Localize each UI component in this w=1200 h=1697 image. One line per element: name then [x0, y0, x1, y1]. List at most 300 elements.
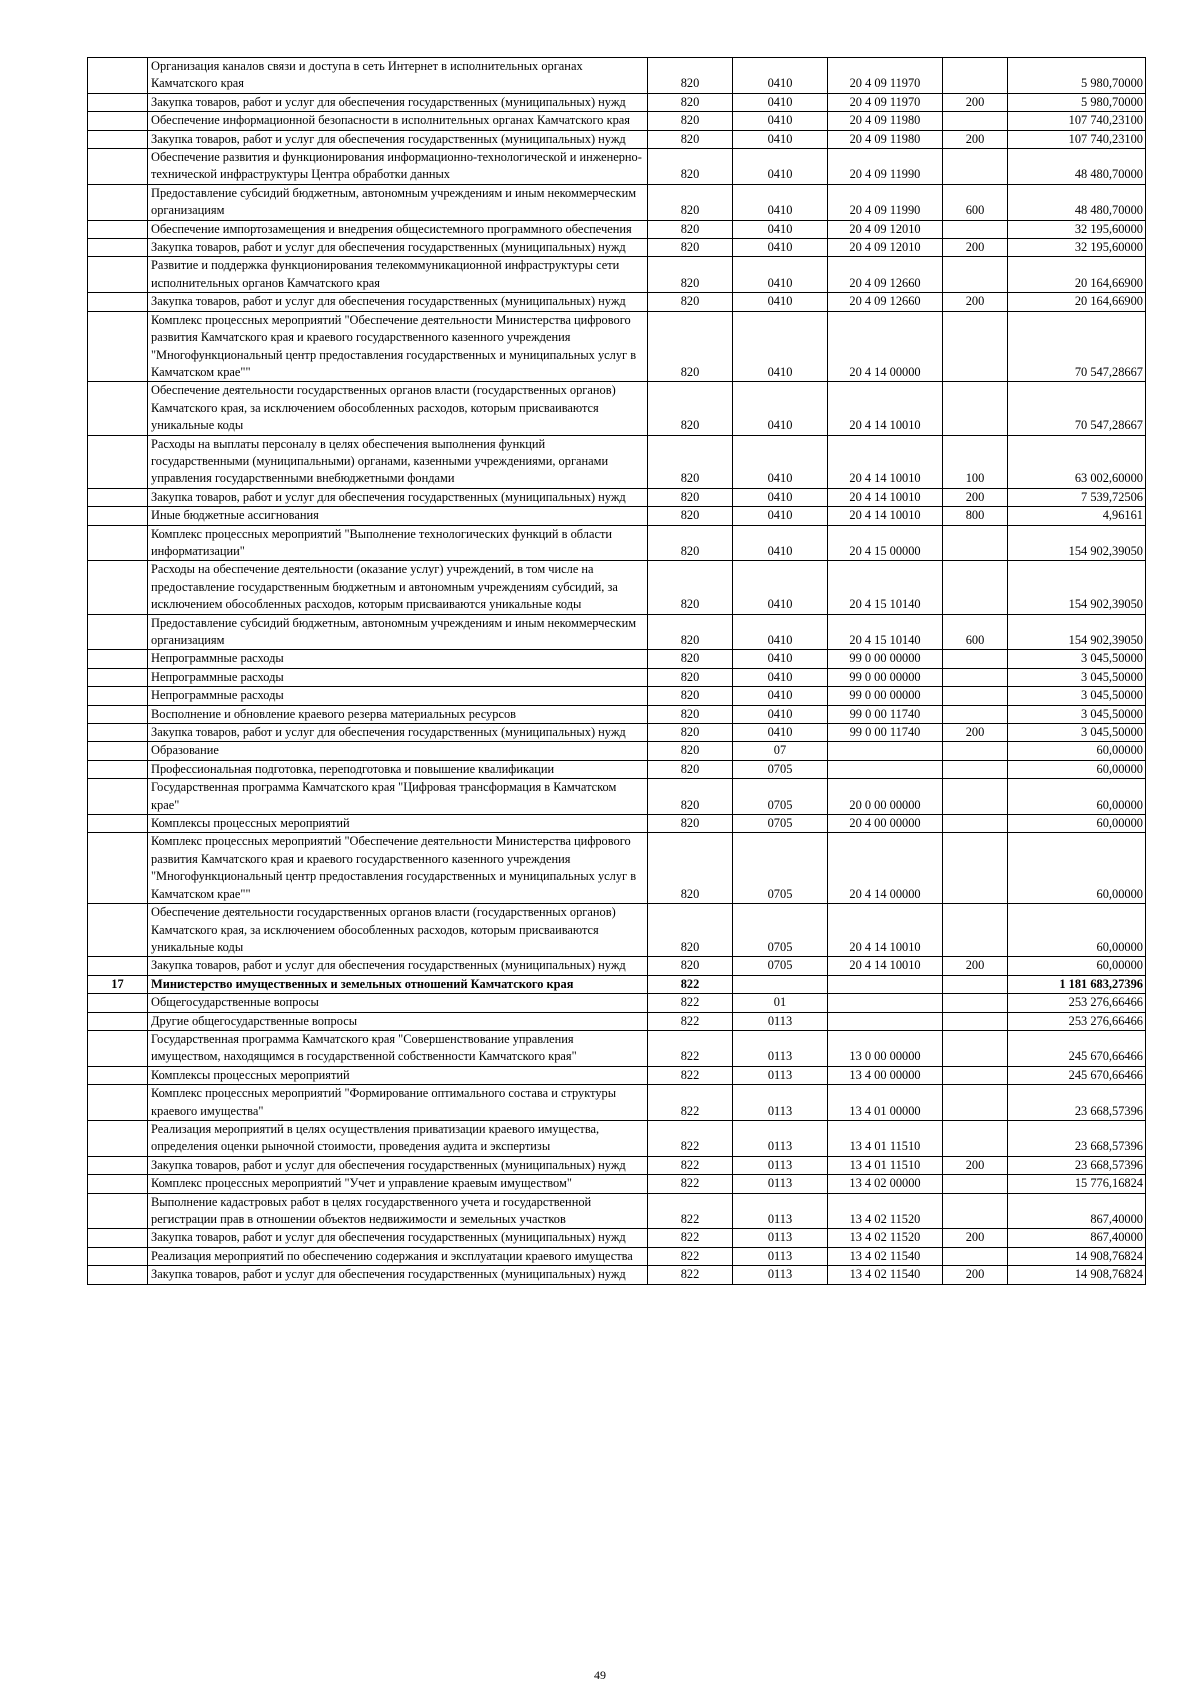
expense-name-cell: Организация каналов связи и доступа в сеть Интернет в исполнительных органах Камчатского края: [148, 58, 648, 94]
row-number-cell: [88, 1012, 148, 1030]
section-code-cell: 0410: [733, 293, 828, 311]
section-code-cell: 0113: [733, 1247, 828, 1265]
table-row: [88, 220, 1146, 238]
amount-cell: 20 164,66900: [1008, 257, 1146, 293]
target-article-cell: [828, 742, 943, 760]
expense-type-cell: 200: [943, 724, 1008, 742]
grbs-code-cell: 822: [648, 1066, 733, 1084]
grbs-code-cell: 822: [648, 975, 733, 993]
grbs-code-cell: 820: [648, 742, 733, 760]
section-code-cell: 0113: [733, 1266, 828, 1284]
grbs-code-cell: 822: [648, 1030, 733, 1066]
row-number-cell: [88, 779, 148, 815]
amount-cell: 15 776,16824: [1008, 1175, 1146, 1193]
target-article-cell: 99 0 00 00000: [828, 687, 943, 705]
grbs-code-cell: 820: [648, 93, 733, 111]
amount-cell: 154 902,39050: [1008, 525, 1146, 561]
amount-cell: 3 045,50000: [1008, 705, 1146, 723]
expense-name-cell: Комплекс процессных мероприятий "Обеспечение деятельности Министерства цифрового развития Камчатского края и краевого государственного казенного учреждения "Многофункциональный центр предоставления государственных и муниципальных услуг в Камчатском крае"": [148, 311, 648, 382]
expense-type-cell: [943, 1066, 1008, 1084]
section-code-cell: 0410: [733, 58, 828, 94]
section-code-cell: 0410: [733, 614, 828, 650]
expense-name-cell: Закупка товаров, работ и услуг для обеспечения государственных (муниципальных) нужд: [148, 293, 648, 311]
expense-name-cell: Обеспечение деятельности государственных органов власти (государственных органов) Камчатского края, за исключением обособленных расходов, которым присваиваются уникальные коды: [148, 904, 648, 957]
grbs-code-cell: 822: [648, 1085, 733, 1121]
expense-name-cell: Закупка товаров, работ и услуг для обеспечения государственных (муниципальных) нужд: [148, 957, 648, 975]
amount-cell: 60,00000: [1008, 904, 1146, 957]
section-code-cell: 0113: [733, 1193, 828, 1229]
table-row: [88, 525, 1146, 561]
grbs-code-cell: 820: [648, 668, 733, 686]
grbs-code-cell: 820: [648, 724, 733, 742]
expense-name-cell: Другие общегосударственные вопросы: [148, 1012, 648, 1030]
row-number-cell: [88, 239, 148, 257]
row-number-cell: [88, 488, 148, 506]
section-code-cell: 0705: [733, 957, 828, 975]
expense-type-cell: 200: [943, 488, 1008, 506]
table-row: [88, 1175, 1146, 1193]
table-row: [88, 1266, 1146, 1284]
amount-cell: 245 670,66466: [1008, 1030, 1146, 1066]
section-code-cell: 0410: [733, 488, 828, 506]
target-article-cell: 20 4 14 10010: [828, 507, 943, 525]
grbs-code-cell: 822: [648, 1247, 733, 1265]
amount-cell: 107 740,23100: [1008, 112, 1146, 130]
grbs-code-cell: 820: [648, 904, 733, 957]
amount-cell: 245 670,66466: [1008, 1066, 1146, 1084]
grbs-code-cell: 822: [648, 1229, 733, 1247]
expense-type-cell: [943, 1247, 1008, 1265]
target-article-cell: 13 4 01 11510: [828, 1120, 943, 1156]
target-article-cell: 13 4 02 11520: [828, 1229, 943, 1247]
grbs-code-cell: 820: [648, 239, 733, 257]
amount-cell: 23 668,57396: [1008, 1156, 1146, 1174]
target-article-cell: 20 4 15 00000: [828, 525, 943, 561]
expense-name-cell: Непрограммные расходы: [148, 650, 648, 668]
row-number-cell: [88, 742, 148, 760]
expense-name-cell: Закупка товаров, работ и услуг для обеспечения государственных (муниципальных) нужд: [148, 239, 648, 257]
table-row: [88, 614, 1146, 650]
amount-cell: 4,96161: [1008, 507, 1146, 525]
table-row: [88, 1229, 1146, 1247]
grbs-code-cell: 822: [648, 1156, 733, 1174]
target-article-cell: 99 0 00 11740: [828, 724, 943, 742]
section-code-cell: 0410: [733, 705, 828, 723]
table-row: [88, 1193, 1146, 1229]
amount-cell: 23 668,57396: [1008, 1120, 1146, 1156]
expense-type-cell: 200: [943, 239, 1008, 257]
target-article-cell: 20 4 14 10010: [828, 488, 943, 506]
section-code-cell: 0410: [733, 112, 828, 130]
target-article-cell: 20 4 14 10010: [828, 382, 943, 435]
table-row: [88, 58, 1146, 94]
grbs-code-cell: 820: [648, 833, 733, 904]
grbs-code-cell: 822: [648, 1175, 733, 1193]
target-article-cell: 20 4 09 12660: [828, 293, 943, 311]
grbs-code-cell: 820: [648, 435, 733, 488]
section-code-cell: 0113: [733, 1066, 828, 1084]
row-number-cell: [88, 130, 148, 148]
amount-cell: 867,40000: [1008, 1229, 1146, 1247]
target-article-cell: 13 4 01 00000: [828, 1085, 943, 1121]
row-number-cell: [88, 112, 148, 130]
table-row: [88, 1156, 1146, 1174]
table-row: [88, 561, 1146, 614]
expense-type-cell: 200: [943, 130, 1008, 148]
section-code-cell: 0410: [733, 382, 828, 435]
target-article-cell: 20 4 14 00000: [828, 311, 943, 382]
amount-cell: 107 740,23100: [1008, 130, 1146, 148]
target-article-cell: [828, 994, 943, 1012]
row-number-cell: [88, 435, 148, 488]
row-number-cell: [88, 58, 148, 94]
amount-cell: 63 002,60000: [1008, 435, 1146, 488]
amount-cell: 14 908,76824: [1008, 1247, 1146, 1265]
amount-cell: 3 045,50000: [1008, 724, 1146, 742]
table-row: [88, 1247, 1146, 1265]
expense-name-cell: Закупка товаров, работ и услуг для обеспечения государственных (муниципальных) нужд: [148, 488, 648, 506]
grbs-code-cell: 822: [648, 1120, 733, 1156]
expense-name-cell: Расходы на обеспечение деятельности (оказание услуг) учреждений, в том числе на предоставление государственным бюджетным и автономным учреждениям субсидий, за исключением обособленных расходов, которым присваиваются уникальные коды: [148, 561, 648, 614]
expense-type-cell: [943, 1030, 1008, 1066]
target-article-cell: 20 4 15 10140: [828, 561, 943, 614]
row-number-cell: [88, 93, 148, 111]
target-article-cell: 20 4 09 11980: [828, 112, 943, 130]
row-number-cell: [88, 705, 148, 723]
table-row: [88, 435, 1146, 488]
table-row: [88, 994, 1146, 1012]
expense-type-cell: [943, 705, 1008, 723]
expense-type-cell: [943, 1175, 1008, 1193]
section-code-cell: 0410: [733, 257, 828, 293]
grbs-code-cell: 820: [648, 957, 733, 975]
expense-name-cell: Комплекс процессных мероприятий "Учет и управление краевым имуществом": [148, 1175, 648, 1193]
section-code-cell: 01: [733, 994, 828, 1012]
section-code-cell: 0410: [733, 435, 828, 488]
expense-name-cell: Закупка товаров, работ и услуг для обеспечения государственных (муниципальных) нужд: [148, 93, 648, 111]
section-code-cell: 0410: [733, 724, 828, 742]
row-number-cell: [88, 561, 148, 614]
table-row: [88, 507, 1146, 525]
expense-name-cell: Закупка товаров, работ и услуг для обеспечения государственных (муниципальных) нужд: [148, 1229, 648, 1247]
expense-type-cell: 100: [943, 435, 1008, 488]
expense-type-cell: 200: [943, 1156, 1008, 1174]
amount-cell: 60,00000: [1008, 779, 1146, 815]
row-number-cell: [88, 833, 148, 904]
row-number-cell: [88, 1066, 148, 1084]
amount-cell: 60,00000: [1008, 957, 1146, 975]
section-code-cell: 0410: [733, 507, 828, 525]
expense-type-cell: [943, 650, 1008, 668]
row-number-cell: 17: [88, 975, 148, 993]
row-number-cell: [88, 724, 148, 742]
table-row: [88, 1085, 1146, 1121]
expense-type-cell: 200: [943, 93, 1008, 111]
table-row: [88, 293, 1146, 311]
grbs-code-cell: 820: [648, 220, 733, 238]
row-number-cell: [88, 760, 148, 778]
expense-name-cell: Обеспечение развития и функционирования информационно-технологической и инженерно-технической инфраструктуры Центра обработки данных: [148, 149, 648, 185]
expense-type-cell: [943, 815, 1008, 833]
table-row: [88, 184, 1146, 220]
expense-name-cell: Выполнение кадастровых работ в целях государственного учета и государственной регистрации прав в отношении объектов недвижимости и земельных участков: [148, 1193, 648, 1229]
expense-name-cell: Развитие и поддержка функционирования телекоммуникационной инфраструктуры сети исполнительных органов Камчатского края: [148, 257, 648, 293]
expense-name-cell: Иные бюджетные ассигнования: [148, 507, 648, 525]
target-article-cell: 99 0 00 00000: [828, 650, 943, 668]
section-code-cell: 0705: [733, 833, 828, 904]
table-row: [88, 815, 1146, 833]
amount-cell: 20 164,66900: [1008, 293, 1146, 311]
amount-cell: 60,00000: [1008, 760, 1146, 778]
target-article-cell: 13 4 02 00000: [828, 1175, 943, 1193]
section-code-cell: 07: [733, 742, 828, 760]
row-number-cell: [88, 1120, 148, 1156]
target-article-cell: 20 4 14 10010: [828, 435, 943, 488]
row-number-cell: [88, 382, 148, 435]
expense-type-cell: [943, 904, 1008, 957]
grbs-code-cell: 820: [648, 650, 733, 668]
target-article-cell: [828, 760, 943, 778]
section-code-cell: 0113: [733, 1120, 828, 1156]
target-article-cell: 20 4 15 10140: [828, 614, 943, 650]
expense-name-cell: Предоставление субсидий бюджетным, автономным учреждениям и иным некоммерческим организациям: [148, 184, 648, 220]
table-row: [88, 257, 1146, 293]
table-row: [88, 112, 1146, 130]
expense-name-cell: Обеспечение информационной безопасности в исполнительных органах Камчатского края: [148, 112, 648, 130]
amount-cell: 48 480,70000: [1008, 184, 1146, 220]
expense-name-cell: Общегосударственные вопросы: [148, 994, 648, 1012]
expense-type-cell: 600: [943, 184, 1008, 220]
row-number-cell: [88, 668, 148, 686]
amount-cell: 154 902,39050: [1008, 614, 1146, 650]
table-row: [88, 488, 1146, 506]
table-row: [88, 779, 1146, 815]
row-number-cell: [88, 1266, 148, 1284]
expense-name-cell: Закупка товаров, работ и услуг для обеспечения государственных (муниципальных) нужд: [148, 724, 648, 742]
target-article-cell: 20 4 14 00000: [828, 833, 943, 904]
target-article-cell: 20 4 09 11990: [828, 149, 943, 185]
section-code-cell: 0410: [733, 149, 828, 185]
section-code-cell: 0705: [733, 779, 828, 815]
section-code-cell: 0410: [733, 687, 828, 705]
grbs-code-cell: 822: [648, 1266, 733, 1284]
table-row: [88, 957, 1146, 975]
row-number-cell: [88, 815, 148, 833]
grbs-code-cell: 820: [648, 815, 733, 833]
table-row: [88, 239, 1146, 257]
grbs-code-cell: 820: [648, 488, 733, 506]
expense-type-cell: [943, 112, 1008, 130]
section-code-cell: 0410: [733, 184, 828, 220]
row-number-cell: [88, 507, 148, 525]
expense-type-cell: 200: [943, 293, 1008, 311]
grbs-code-cell: 820: [648, 130, 733, 148]
expense-type-cell: 600: [943, 614, 1008, 650]
expense-type-cell: [943, 257, 1008, 293]
section-code-cell: 0113: [733, 1085, 828, 1121]
expense-name-cell: Закупка товаров, работ и услуг для обеспечения государственных (муниципальных) нужд: [148, 1266, 648, 1284]
grbs-code-cell: 820: [648, 760, 733, 778]
expense-name-cell: Непрограммные расходы: [148, 687, 648, 705]
target-article-cell: 20 4 09 11980: [828, 130, 943, 148]
budget-table-body: [88, 58, 1146, 1285]
target-article-cell: 99 0 00 00000: [828, 668, 943, 686]
amount-cell: 70 547,28667: [1008, 382, 1146, 435]
amount-cell: 253 276,66466: [1008, 1012, 1146, 1030]
grbs-code-cell: 822: [648, 1012, 733, 1030]
expense-type-cell: [943, 1193, 1008, 1229]
expense-name-cell: Обеспечение импортозамещения и внедрения общесистемного программного обеспечения: [148, 220, 648, 238]
section-code-cell: 0113: [733, 1012, 828, 1030]
page-number: 49: [594, 1668, 606, 1682]
expense-name-cell: Профессиональная подготовка, переподготовка и повышение квалификации: [148, 760, 648, 778]
section-code-cell: 0410: [733, 650, 828, 668]
grbs-code-cell: 820: [648, 525, 733, 561]
section-code-cell: 0410: [733, 239, 828, 257]
expense-name-cell: Предоставление субсидий бюджетным, автономным учреждениям и иным некоммерческим организациям: [148, 614, 648, 650]
expense-type-cell: [943, 1120, 1008, 1156]
expense-name-cell: Государственная программа Камчатского края "Цифровая трансформация в Камчатском крае": [148, 779, 648, 815]
table-row: [88, 1120, 1146, 1156]
section-code-cell: 0113: [733, 1229, 828, 1247]
grbs-code-cell: 820: [648, 507, 733, 525]
expense-type-cell: [943, 760, 1008, 778]
expense-type-cell: [943, 833, 1008, 904]
amount-cell: 3 045,50000: [1008, 650, 1146, 668]
section-code-cell: 0410: [733, 525, 828, 561]
target-article-cell: 20 4 09 11970: [828, 93, 943, 111]
expense-type-cell: [943, 779, 1008, 815]
table-row: [88, 975, 1146, 993]
row-number-cell: [88, 1085, 148, 1121]
expense-name-cell: Реализация мероприятий в целях осуществления приватизации краевого имущества, определения оценки рыночной стоимости, проведения аудита и экспертизы: [148, 1120, 648, 1156]
expense-type-cell: 200: [943, 957, 1008, 975]
table-row: [88, 382, 1146, 435]
expense-name-cell: Расходы на выплаты персоналу в целях обеспечения выполнения функций государственными (муниципальными) органами, казенными учреждениями, органами управления государственными внебюджетными фондами: [148, 435, 648, 488]
target-article-cell: 13 0 00 00000: [828, 1030, 943, 1066]
grbs-code-cell: 820: [648, 184, 733, 220]
grbs-code-cell: 822: [648, 1193, 733, 1229]
expense-type-cell: [943, 742, 1008, 760]
amount-cell: 3 045,50000: [1008, 687, 1146, 705]
table-row: [88, 149, 1146, 185]
section-code-cell: 0705: [733, 904, 828, 957]
amount-cell: 253 276,66466: [1008, 994, 1146, 1012]
section-code-cell: 0410: [733, 220, 828, 238]
target-article-cell: 13 4 01 11510: [828, 1156, 943, 1174]
table-row: [88, 1012, 1146, 1030]
row-number-cell: [88, 1229, 148, 1247]
amount-cell: 60,00000: [1008, 815, 1146, 833]
section-code-cell: 0410: [733, 561, 828, 614]
expense-type-cell: 200: [943, 1266, 1008, 1284]
section-code-cell: [733, 975, 828, 993]
expense-name-cell: Комплекс процессных мероприятий "Формирование оптимального состава и структуры краевого имущества": [148, 1085, 648, 1121]
row-number-cell: [88, 1175, 148, 1193]
amount-cell: 5 980,70000: [1008, 93, 1146, 111]
target-article-cell: [828, 1012, 943, 1030]
budget-table: [87, 57, 1146, 1285]
amount-cell: 70 547,28667: [1008, 311, 1146, 382]
grbs-code-cell: 820: [648, 705, 733, 723]
section-code-cell: 0705: [733, 815, 828, 833]
grbs-code-cell: 820: [648, 779, 733, 815]
row-number-cell: [88, 1030, 148, 1066]
table-row: [88, 760, 1146, 778]
grbs-code-cell: 820: [648, 687, 733, 705]
expense-type-cell: [943, 382, 1008, 435]
expense-type-cell: [943, 975, 1008, 993]
table-row: [88, 687, 1146, 705]
expense-type-cell: [943, 1012, 1008, 1030]
table-row: [88, 93, 1146, 111]
table-row: [88, 1066, 1146, 1084]
target-article-cell: 20 4 14 10010: [828, 957, 943, 975]
grbs-code-cell: 822: [648, 994, 733, 1012]
expense-type-cell: [943, 311, 1008, 382]
expense-name-cell: Комплекс процессных мероприятий "Выполнение технологических функций в области информатизации": [148, 525, 648, 561]
row-number-cell: [88, 525, 148, 561]
amount-cell: 60,00000: [1008, 833, 1146, 904]
amount-cell: 5 980,70000: [1008, 58, 1146, 94]
expense-type-cell: [943, 994, 1008, 1012]
expense-type-cell: [943, 220, 1008, 238]
target-article-cell: 20 0 00 00000: [828, 779, 943, 815]
amount-cell: 3 045,50000: [1008, 668, 1146, 686]
target-article-cell: 13 4 02 11540: [828, 1266, 943, 1284]
expense-name-cell: Комплексы процессных мероприятий: [148, 1066, 648, 1084]
grbs-code-cell: 820: [648, 257, 733, 293]
target-article-cell: 13 4 02 11540: [828, 1247, 943, 1265]
amount-cell: 32 195,60000: [1008, 220, 1146, 238]
expense-type-cell: [943, 687, 1008, 705]
grbs-code-cell: 820: [648, 311, 733, 382]
target-article-cell: 20 4 09 11970: [828, 58, 943, 94]
section-code-cell: 0705: [733, 760, 828, 778]
target-article-cell: 99 0 00 11740: [828, 705, 943, 723]
section-code-cell: 0113: [733, 1175, 828, 1193]
row-number-cell: [88, 257, 148, 293]
expense-type-cell: [943, 668, 1008, 686]
row-number-cell: [88, 957, 148, 975]
table-row: [88, 705, 1146, 723]
row-number-cell: [88, 220, 148, 238]
row-number-cell: [88, 311, 148, 382]
table-row: [88, 904, 1146, 957]
amount-cell: 867,40000: [1008, 1193, 1146, 1229]
amount-cell: 7 539,72506: [1008, 488, 1146, 506]
table-row: [88, 650, 1146, 668]
expense-type-cell: [943, 1085, 1008, 1121]
expense-name-cell: Обеспечение деятельности государственных органов власти (государственных органов) Камчатского края, за исключением обособленных расходов, которым присваиваются уникальные коды: [148, 382, 648, 435]
amount-cell: 23 668,57396: [1008, 1085, 1146, 1121]
amount-cell: 1 181 683,27396: [1008, 975, 1146, 993]
target-article-cell: 13 4 00 00000: [828, 1066, 943, 1084]
expense-name-cell: Восполнение и обновление краевого резерва материальных ресурсов: [148, 705, 648, 723]
grbs-code-cell: 820: [648, 58, 733, 94]
row-number-cell: [88, 1156, 148, 1174]
expense-name-cell: Закупка товаров, работ и услуг для обеспечения государственных (муниципальных) нужд: [148, 130, 648, 148]
section-code-cell: 0113: [733, 1030, 828, 1066]
expense-name-cell: Комплекс процессных мероприятий "Обеспечение деятельности Министерства цифрового развития Камчатского края и краевого государственного казенного учреждения "Многофункциональный центр предоставления государственных и муниципальных услуг в Камчатском крае"": [148, 833, 648, 904]
target-article-cell: [828, 975, 943, 993]
grbs-code-cell: 820: [648, 112, 733, 130]
expense-name-cell: Непрограммные расходы: [148, 668, 648, 686]
amount-cell: 154 902,39050: [1008, 561, 1146, 614]
grbs-code-cell: 820: [648, 382, 733, 435]
row-number-cell: [88, 149, 148, 185]
expense-name-cell: Комплексы процессных мероприятий: [148, 815, 648, 833]
